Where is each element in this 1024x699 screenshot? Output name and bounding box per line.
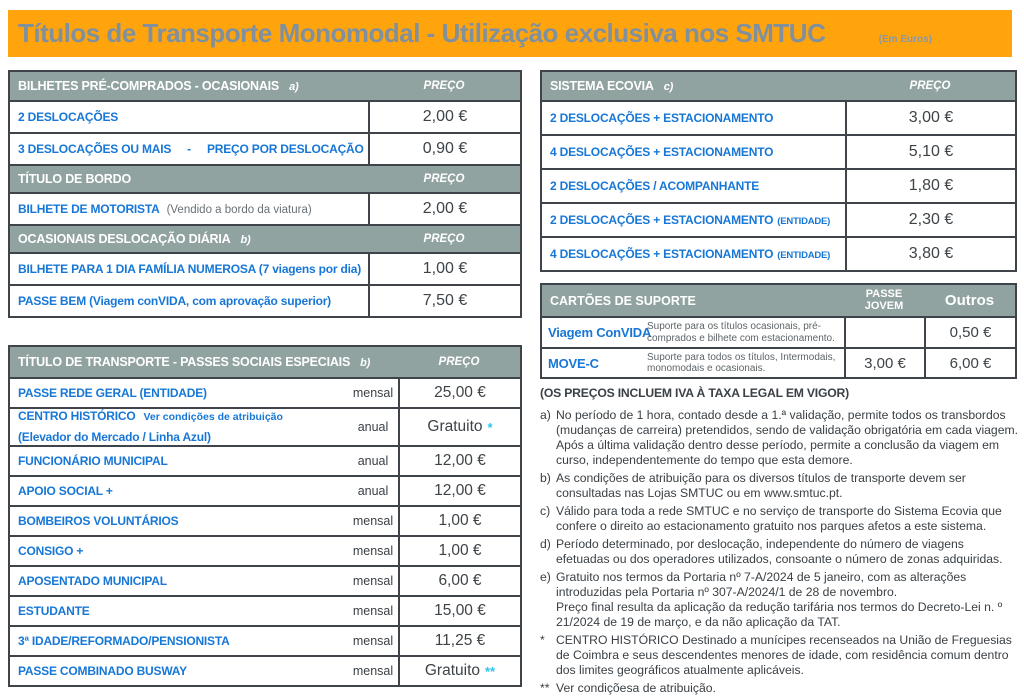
fare-price: 1,00 € bbox=[398, 537, 520, 565]
fare-label: 2 DESLOCAÇÕES bbox=[18, 110, 119, 124]
fare-price: 2,00 € bbox=[368, 194, 520, 224]
price-column-header: PREÇO bbox=[423, 80, 465, 92]
outros-price: 0,50 € bbox=[924, 318, 1015, 347]
section-header bbox=[10, 224, 520, 252]
table-row bbox=[10, 505, 520, 535]
section-title: CARTÕES DE SUPORTE bbox=[550, 293, 696, 308]
section-title: SISTEMA ECOVIA c) bbox=[550, 79, 674, 93]
table-row bbox=[10, 100, 520, 132]
fare-label: 3ª IDADE/REFORMADO/PENSIONISTA bbox=[18, 634, 230, 648]
fare-label: PASSE COMBINADO BUSWAY bbox=[18, 664, 187, 678]
table-row bbox=[10, 535, 520, 565]
fare-price: 11,25 € bbox=[398, 627, 520, 655]
fare-price: 1,00 € bbox=[398, 507, 520, 535]
footnote-b bbox=[540, 471, 1019, 501]
passe-jovem-price: 3,00 € bbox=[844, 349, 924, 377]
table-row bbox=[542, 202, 1015, 236]
table-row bbox=[10, 252, 520, 284]
footnotes bbox=[540, 386, 1019, 699]
fare-label: 3 DESLOCAÇÕES OU MAIS - PREÇO POR DESLOCAÇÃO bbox=[18, 142, 364, 156]
fare-period: mensal bbox=[352, 604, 394, 618]
section-header bbox=[10, 164, 520, 192]
price-column-header: PREÇO bbox=[423, 173, 465, 185]
section-header bbox=[542, 285, 1015, 316]
footnote-a bbox=[540, 408, 1019, 468]
section-header bbox=[10, 347, 520, 377]
footnote-d bbox=[540, 537, 1019, 567]
fare-period: anual bbox=[357, 454, 389, 468]
table-ocasionais bbox=[8, 70, 522, 318]
table-row bbox=[10, 445, 520, 475]
fare-period: mensal bbox=[352, 386, 394, 400]
passe-jovem-price bbox=[844, 318, 924, 347]
footnote-text: Válido para toda a rede SMTUC e no serviço de transporte do Sistema Ecovia que confere o direito ao estacionamento gratuito nos parques afetos a este sistema. bbox=[556, 504, 1002, 533]
fare-period: mensal bbox=[352, 664, 394, 678]
table-row bbox=[542, 236, 1015, 270]
table-row bbox=[10, 407, 520, 445]
price-column-header: PREÇO bbox=[438, 356, 480, 368]
fare-period: mensal bbox=[352, 574, 394, 588]
table-row bbox=[10, 625, 520, 655]
fare-period: mensal bbox=[352, 544, 394, 558]
fare-price: 2,30 € bbox=[845, 204, 1015, 236]
footnote-text: CENTRO HISTÓRICO Destinado a munícipes recenseados na União de Freguesias de Coimbra e seus descendentes menores de idade, com residência comum dentro dos limites geográficos atualmente aplicáveis. bbox=[556, 633, 1012, 677]
fare-sublabel: (Elevador do Mercado / Linha Azul) bbox=[18, 430, 211, 444]
footnote-asterisk bbox=[540, 633, 1019, 678]
section-title: TÍTULO DE BORDO bbox=[18, 172, 131, 186]
vat-notice: (OS PREÇOS INCLUEM IVA À TAXA LEGAL EM VIGOR) bbox=[540, 386, 850, 400]
fare-price: Gratuito ** bbox=[398, 657, 520, 685]
section-header bbox=[10, 72, 520, 100]
card-label: MOVE-C bbox=[548, 355, 599, 371]
table-row bbox=[10, 192, 520, 224]
price-column-header: PREÇO bbox=[423, 233, 465, 245]
fare-period: mensal bbox=[352, 634, 394, 648]
fare-price: 3,00 € bbox=[845, 102, 1015, 134]
table-passes-sociais bbox=[8, 345, 522, 687]
fare-label: FUNCIONÁRIO MUNICIPAL bbox=[18, 454, 168, 468]
fare-label: APOSENTADO MUNICIPAL bbox=[18, 574, 167, 588]
fare-label: BILHETE DE MOTORISTA bbox=[18, 202, 160, 216]
fare-label: 2 DESLOCAÇÕES + ESTACIONAMENTO bbox=[550, 111, 774, 125]
fare-price: 15,00 € bbox=[398, 597, 520, 625]
fare-label: BOMBEIROS VOLUNTÁRIOS bbox=[18, 514, 179, 528]
table-row bbox=[10, 132, 520, 164]
outros-price: 6,00 € bbox=[924, 349, 1015, 377]
card-description: Suporte para todos os títulos, Intermodais, monomodais e ocasionais. bbox=[647, 351, 836, 374]
table-row bbox=[10, 595, 520, 625]
footnote-marker: b) bbox=[540, 471, 551, 485]
title-banner bbox=[8, 10, 1012, 57]
footnote-c bbox=[540, 504, 1019, 534]
table-cartoes-suporte bbox=[540, 283, 1017, 379]
table-row bbox=[542, 168, 1015, 202]
table-row bbox=[10, 565, 520, 595]
fare-period: anual bbox=[357, 484, 389, 498]
fare-label: PASSE BEM (Viagem conVIDA, com aprovação superior) bbox=[18, 294, 331, 308]
fare-label: 2 DESLOCAÇÕES + ESTACIONAMENTO (ENTIDADE) bbox=[550, 213, 831, 227]
fare-price: 12,00 € bbox=[398, 447, 520, 475]
footnote-text: As condições de atribuição para os diversos títulos de transporte devem ser consultadas nas Lojas SMTUC ou em www.smtuc.pt. bbox=[556, 471, 966, 500]
section-title: BILHETES PRÉ-COMPRADOS - OCASIONAIS a) bbox=[18, 79, 299, 93]
fare-price: 5,10 € bbox=[845, 136, 1015, 168]
page-title: Títulos de Transporte Monomodal - Utilização exclusiva nos SMTUC bbox=[18, 18, 826, 48]
table-row bbox=[542, 347, 1015, 377]
section-title: OCASIONAIS DESLOCAÇÃO DIÁRIA b) bbox=[18, 232, 251, 246]
fare-label: ESTUDANTE bbox=[18, 604, 90, 618]
fare-note: (Vendido a bordo da viatura) bbox=[166, 204, 312, 216]
table-row bbox=[10, 284, 520, 316]
fare-label: 2 DESLOCAÇÕES / ACOMPANHANTE bbox=[550, 179, 760, 193]
outros-column-header: Outros bbox=[944, 292, 995, 309]
table-row bbox=[542, 316, 1015, 347]
footnote-text: Período determinado, por deslocação, independente do número de viagens efetuadas ou dos operadores utilizados, consoante o número de zonas adquiridas. bbox=[556, 537, 1003, 566]
fare-label: 4 DESLOCAÇÕES + ESTACIONAMENTO (ENTIDADE) bbox=[550, 247, 831, 261]
footnote-text: No período de 1 hora, contado desde a 1.ª validação, permite todos os transbordos (mudanças de carreira) pretendidos, sendo de validação obrigatória em cada viagem. Após a última validação dentro desse período, permite a conclusão da viagem em curso, independentemente do tempo que esta demore. bbox=[556, 408, 1019, 467]
fare-label: PASSE REDE GERAL (ENTIDADE) bbox=[18, 386, 207, 400]
conditions-link[interactable]: Ver condições de atribuição bbox=[143, 411, 283, 424]
fare-label: APOIO SOCIAL + bbox=[18, 484, 113, 498]
fare-label: 4 DESLOCAÇÕES + ESTACIONAMENTO bbox=[550, 145, 774, 159]
footnote-marker: ** bbox=[540, 681, 550, 695]
footnote-double-asterisk bbox=[540, 681, 1019, 696]
fare-price: 1,00 € bbox=[368, 254, 520, 284]
fare-price: Gratuito * bbox=[398, 409, 520, 445]
section-title: TÍTULO DE TRANSPORTE - PASSES SOCIAIS ESPECIAIS b) bbox=[18, 355, 371, 369]
fare-label: CONSIGO + bbox=[18, 544, 84, 558]
fare-period: anual bbox=[357, 420, 389, 434]
fare-price: 7,50 € bbox=[368, 286, 520, 316]
price-column-header: PREÇO bbox=[909, 80, 951, 92]
fare-price: 2,00 € bbox=[368, 102, 520, 132]
fare-period: mensal bbox=[352, 514, 394, 528]
footnote-marker: a) bbox=[540, 408, 551, 422]
currency-unit-note: (Em Euros) bbox=[878, 34, 932, 45]
table-row bbox=[542, 134, 1015, 168]
footnote-marker: e) bbox=[540, 570, 551, 584]
footnote-marker: * bbox=[540, 633, 545, 647]
card-label: Viagem ConVIDA bbox=[548, 325, 652, 340]
table-row bbox=[10, 475, 520, 505]
footnote-e bbox=[540, 570, 1019, 630]
fare-price: 3,80 € bbox=[845, 238, 1015, 270]
table-ecovia bbox=[540, 70, 1017, 272]
table-row bbox=[10, 655, 520, 685]
asterisk-mark: * bbox=[487, 419, 493, 435]
fare-price: 0,90 € bbox=[368, 134, 520, 164]
fare-price: 1,80 € bbox=[845, 170, 1015, 202]
fare-label: BILHETE PARA 1 DIA FAMÍLIA NUMEROSA (7 viagens por dia) bbox=[18, 262, 362, 276]
card-description: Suporte para os títulos ocasionais, pré-comprados e bilhete com estacionamento. bbox=[647, 321, 835, 344]
passe-jovem-column-header: PASSE JOVEM bbox=[864, 287, 904, 312]
fare-label: CENTRO HISTÓRICO bbox=[18, 409, 136, 424]
footnote-text: Ver condiçõesa de atribuição. bbox=[556, 681, 716, 695]
footnote-marker: d) bbox=[540, 537, 551, 551]
footnote-text: Gratuito nos termos da Portaria nº 7-A/2024 de 5 janeiro, com as alterações introduzidas pela Portaria nº 307-A/2024/1 de 28 de novembro. Preço final resulta da aplicação da redução tarifária nos termos do Decreto-Lei n. º 21/2024 de 19 de março, e da não aplicação da TAT. bbox=[556, 570, 1003, 629]
fare-price: 12,00 € bbox=[398, 477, 520, 505]
table-row bbox=[10, 377, 520, 407]
asterisk-mark: ** bbox=[485, 663, 496, 679]
fare-price: 6,00 € bbox=[398, 567, 520, 595]
section-header bbox=[542, 72, 1015, 100]
fare-price: 25,00 € bbox=[398, 379, 520, 407]
table-row bbox=[542, 100, 1015, 134]
footnote-marker: c) bbox=[540, 504, 551, 518]
